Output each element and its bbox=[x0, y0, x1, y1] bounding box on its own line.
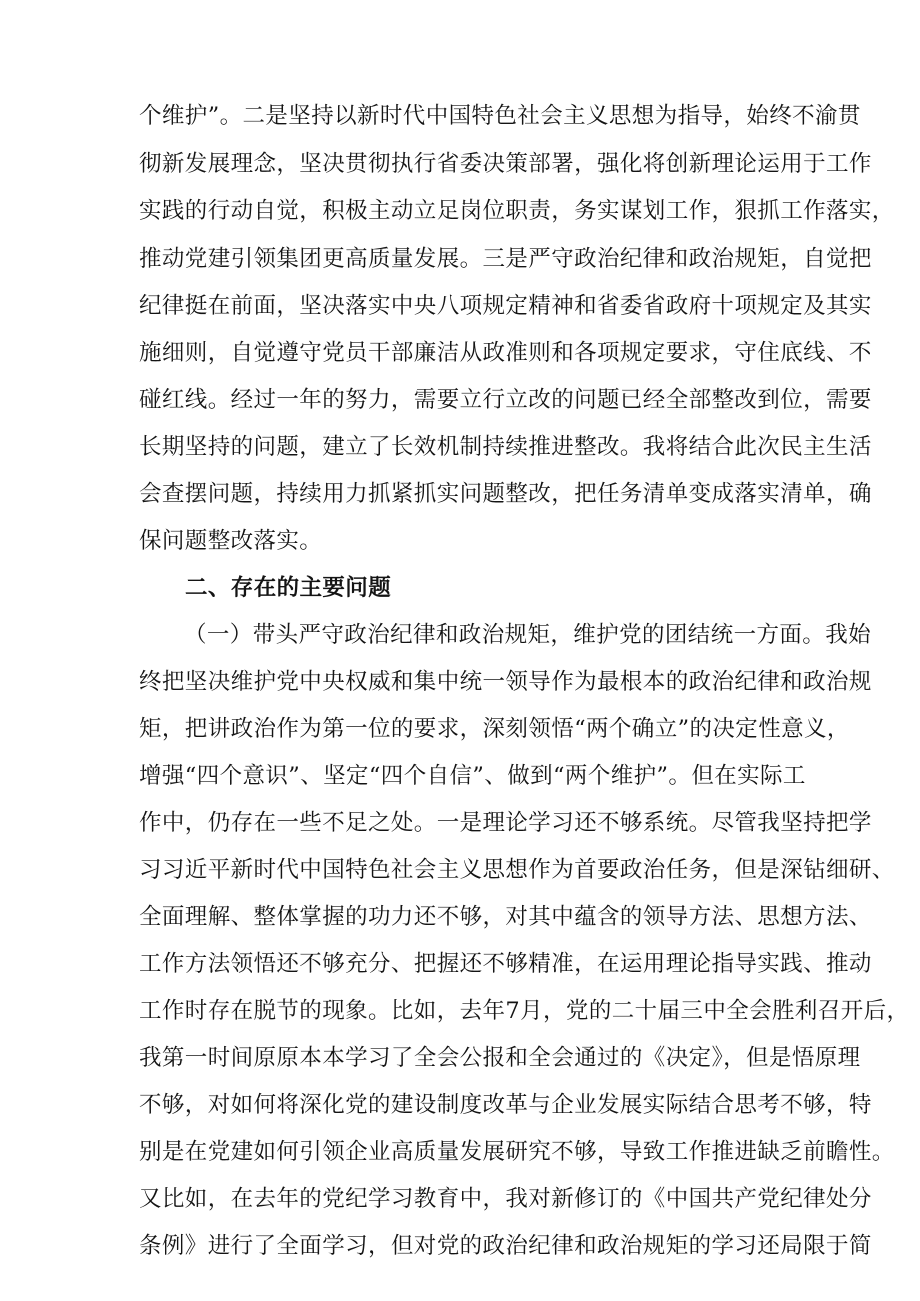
body-text-line: 作中，仍存在一些不足之处。一是理论学习还不够系统。尽管我坚持把学 bbox=[139, 810, 872, 836]
body-text-line: 我第一时间原原本本学习了全会公报和全会通过的《决定》，但是悟原理 bbox=[139, 1045, 861, 1071]
body-text-line: 不够，对如何将深化党的建设制度改革与企业发展实际结合思考不够，特 bbox=[139, 1092, 872, 1118]
body-text-line: 施细则，自觉遵守党员干部廉洁从政准则和各项规定要求，守住底线、不 bbox=[139, 340, 872, 366]
body-text-line: 会查摆问题，持续用力抓紧抓实问题整改，把任务清单变成落实清单，确 bbox=[139, 481, 872, 507]
body-text-line: 工作方法领悟还不够充分、把握还不够精准，在运用理论指导实践、推动 bbox=[139, 951, 872, 977]
body-text-line: 推动党建引领集团更高质量发展。三是严守政治纪律和政治规矩，自觉把 bbox=[139, 246, 872, 272]
body-text-line: 增强“四个意识”、坚定“四个自信”、做到“两个维护”。但在实际工 bbox=[139, 763, 806, 789]
body-text-line: 彻新发展理念，坚决贯彻执行省委决策部署，强化将创新理论运用于工作 bbox=[139, 151, 872, 177]
body-text-line: （一）带头严守政治纪律和政治规矩，维护党的团结统一方面。我始 bbox=[184, 622, 872, 648]
body-text-line: 实践的行动自觉，积极主动立足岗位职责，务实谋划工作，狠抓工作落实， bbox=[139, 198, 895, 224]
body-text-line: 矩，把讲政治作为第一位的要求，深刻领悟“两个确立”的决定性意义， bbox=[139, 716, 850, 742]
body-text-line: 又比如，在去年的党纪学习教育中，我对新修订的《中国共产党纪律处分 bbox=[139, 1186, 872, 1212]
body-text-line: 别是在党建如何引领企业高质量发展研究不够，导致工作推进缺乏前瞻性。 bbox=[139, 1139, 895, 1165]
body-text-line: 保问题整改落实。 bbox=[139, 528, 323, 554]
section-heading: 二、存在的主要问题 bbox=[185, 575, 392, 601]
body-text-line: 条例》进行了全面学习，但对党的政治纪律和政治规矩的学习还局限于简 bbox=[139, 1233, 872, 1259]
body-text-line: 终把坚决维护党中央权威和集中统一领导作为最根本的政治纪律和政治规 bbox=[139, 669, 872, 695]
body-text-line: 碰红线。经过一年的努力，需要立行立改的问题已经全部整改到位，需要 bbox=[139, 387, 872, 413]
body-text-line: 长期坚持的问题，建立了长效机制持续推进整改。我将结合此次民主生活 bbox=[139, 434, 872, 460]
body-text-line: 全面理解、整体掌握的功力还不够，对其中蕴含的领导方法、思想方法、 bbox=[139, 904, 872, 930]
body-text-line: 个维护”。二是坚持以新时代中国特色社会主义思想为指导，始终不渝贯 bbox=[139, 103, 861, 129]
body-text-line: 工作时存在脱节的现象。比如，去年7月，党的二十届三中全会胜利召开后， bbox=[139, 998, 910, 1024]
body-text-line: 习习近平新时代中国特色社会主义思想作为首要政治任务，但是深钻细研、 bbox=[139, 857, 895, 883]
body-text-line: 纪律挺在前面，坚决落实中央八项规定精神和省委省政府十项规定及其实 bbox=[139, 293, 872, 319]
